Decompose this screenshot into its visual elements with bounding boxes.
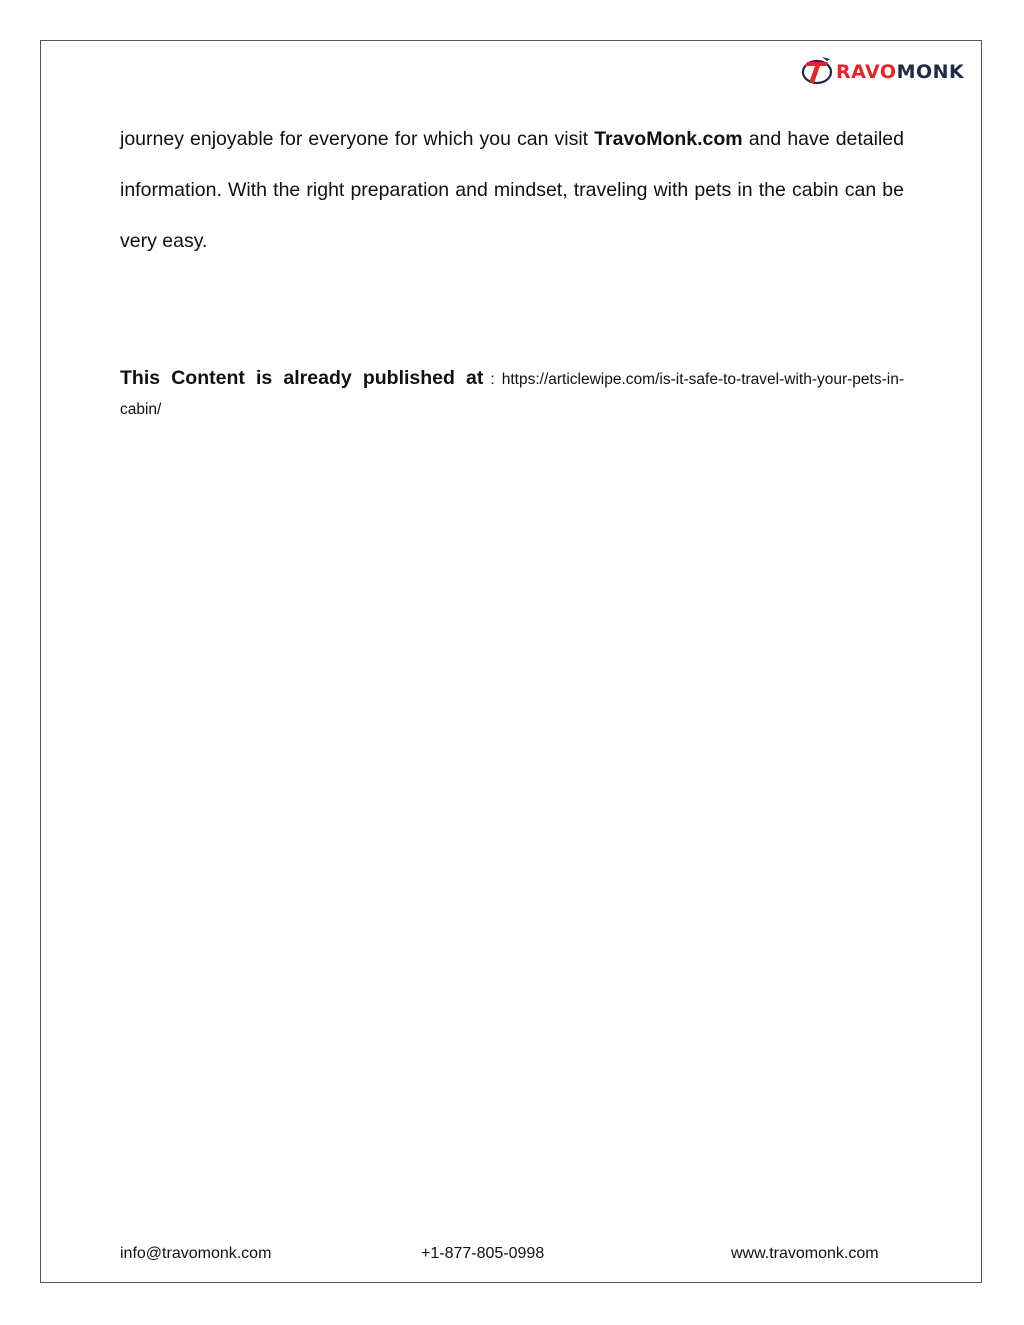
logo-wordmark-red: RAVO <box>836 61 897 83</box>
travomonk-logo[interactable] <box>800 50 970 90</box>
footer-phone[interactable]: +1-877-805-0998 <box>421 1245 545 1262</box>
paragraph-text-start: journey enjoyable for everyone for which you can visit <box>120 128 595 150</box>
logo-wordmark-navy: MONK <box>896 61 965 83</box>
published-url-link[interactable]: https://articlewipe.com/is-it-safe-to-travel-with-your-pets-in-cabin/ <box>120 371 904 418</box>
logo-wordmark <box>836 61 964 83</box>
travomonk-site-link[interactable]: TravoMonk.com <box>594 128 743 150</box>
body-paragraph <box>120 114 904 267</box>
paragraph-text-end: and have detailed information. With the right preparation and mindset, traveling with pets in the cabin can be very easy. <box>120 128 904 252</box>
footer-email-link[interactable]: info@travomonk.com <box>120 1245 272 1262</box>
published-separator: : <box>483 371 502 388</box>
published-lead: This Content is already published at <box>120 367 484 389</box>
logo-t-plane-icon <box>800 53 834 87</box>
published-notice <box>120 363 904 425</box>
footer-website-link[interactable]: www.travomonk.com <box>731 1245 879 1262</box>
